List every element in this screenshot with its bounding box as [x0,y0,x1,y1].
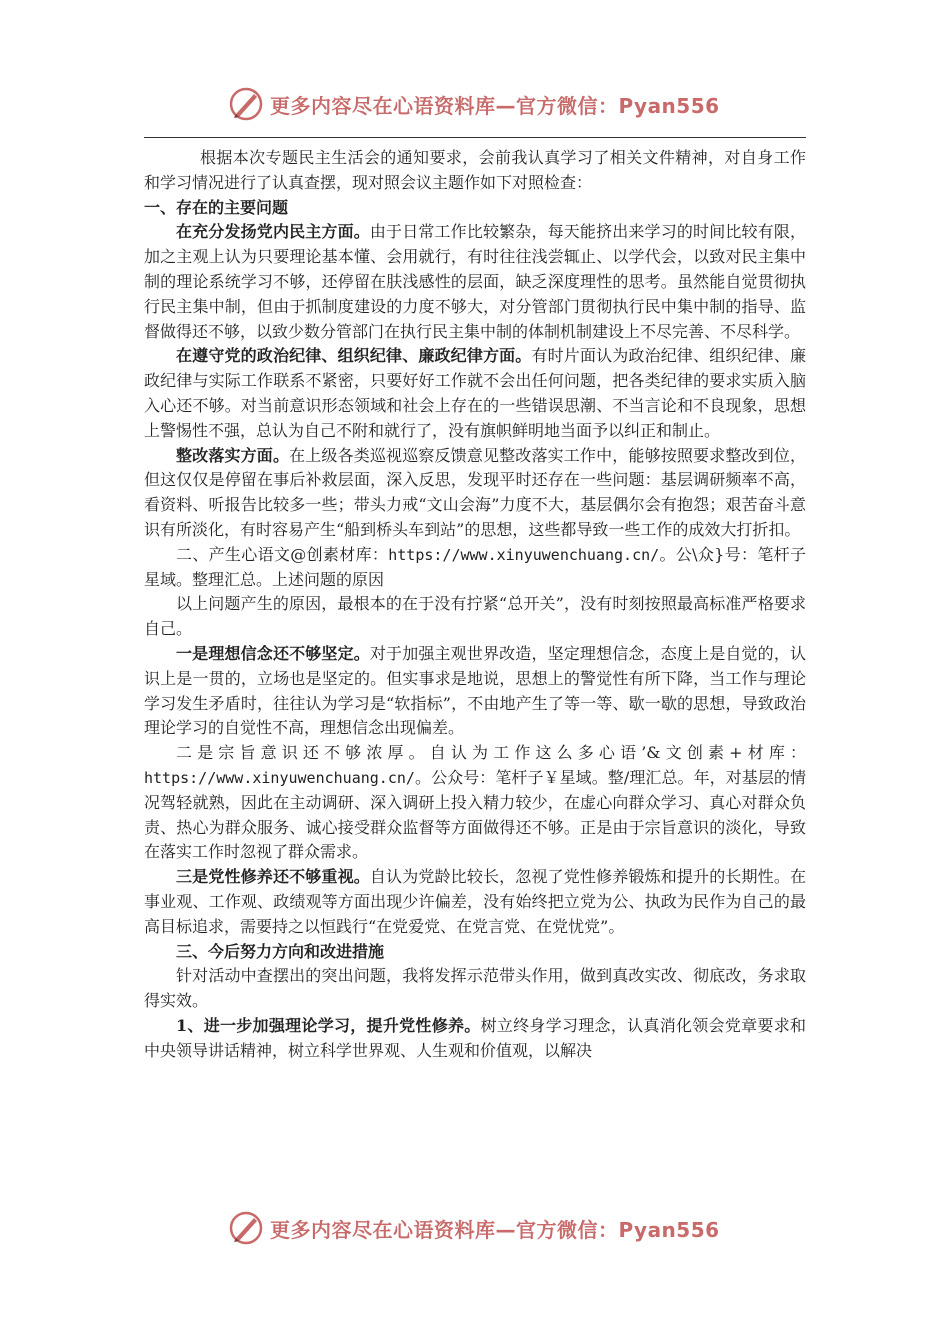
document-body [144,146,806,1063]
intro-paragraph: 根据本次专题民主生活会的通知要求，会前我认真学习了相关文件精神，对自身工作和学习情况进行了认真查摆，现对照会议主题作如下对照检查： [144,148,806,192]
banner-text: 更多内容尽在心语资料库—官方微信：Pyan556 [270,1217,720,1242]
section-heading-2: 二、产生心语文@创素材库：https://www.xinyuwenchuang.cn/。公\众}号：笔杆子星域。整理汇总。上述问题的原因 [144,544,806,589]
header-rule [144,137,806,138]
paragraph-root-cause: 以上问题产生的原因，最根本的在于没有拧紧“总开关”，没有时刻按照最高标准严格要求自己。 [144,594,806,639]
header-banner [228,84,728,124]
paragraph-purpose: 二是宗旨意识还不够浓厚。自认为工作这么多心语’&文创素+材库：https://www.xinyuwenchuang.cn/。公众号：笔杆子￥星域。整/理汇总。年，对基层的情况驾轻就熟，因此在主动调研、深入调研上投入精力较少，在虚心向群众学习、真心对群众负责、热心为群众服务、诚心接受群众监督等方面做得还不够。正是由于宗旨意识的淡化，导致在落实工作时忽视了群众需求。 [144,743,806,862]
paragraph-ideals: 一是理想信念还不够坚定。对于加强主观世界改造，坚定理想信念，态度上是自觉的，认识上是一贯的，立场也是坚定的。但实事求是地说，思想上的警觉性有所下降，当工作与理论学习发生矛盾时，往往认为学习是“软指标”，不由地产生了等一等、歇一歇的思想，导致政治理论学习的自觉性不高，理想信念出现偏差。 [144,643,806,738]
pen-logo-icon [228,1210,264,1246]
paragraph-measure-1: 1、进一步加强理论学习，提升党性修养。树立终身学习理念，认真消化领会党章要求和中央领导讲话精神，树立科学世界观、人生观和价值观，以解决 [144,1015,806,1060]
paragraph-democracy: 在充分发扬党内民主方面。由于日常工作比较繁杂，每天能挤出来学习的时间比较有限，加之主观上认为只要理论基本懂、会用就行，有时往往浅尝辄止、以学代会，以致对民主集中制的理论系统学习不够，还停留在肤浅感性的层面，缺乏深度理性的思考。虽然能自觉贯彻执行民主集中制，但由于抓制度建设的力度不够大，对分管部门贯彻执行民中集中制的指导、监督做得还不够，以致少数分管部门在执行民主集中制的体制机制建设上不尽完善、不尽科学。 [144,222,806,341]
paragraph-discipline: 在遵守党的政治纪律、组织纪律、廉政纪律方面。有时片面认为政治纪律、组织纪律、廉政纪律与实际工作联系不紧密，只要好好工作就不会出任何问题，把各类纪律的要求实质入脑入心还不够。对当前意识形态领域和社会上存在的一些错误思潮、不当言论和不良现象，思想上警惕性不强，总认为自己不附和就行了，没有旗帜鲜明地当面予以纠正和制止。 [144,346,806,440]
paragraph-party-spirit: 三是党性修养还不够重视。自认为党龄比较长，忽视了党性修养锻炼和提升的长期性。在事业观、工作观、政绩观等方面出现少许偏差，没有始终把立党为公、执政为民作为自己的最高目标追求，需要持之以恒践行“在党爱党、在党言党、在党忧党”。 [144,867,806,936]
section-heading-1: 一、存在的主要问题 [144,197,289,217]
paragraph-measures-intro: 针对活动中查摆出的突出问题，我将发挥示范带头作用，做到真改实改、彻底改，务求取得实效。 [144,966,806,1011]
pen-logo-icon [228,86,264,122]
section-heading-3: 三、今后努力方向和改进措施 [176,941,385,961]
banner-text: 更多内容尽在心语资料库—官方微信：Pyan556 [270,93,720,118]
paragraph-rectification: 整改落实方面。在上级各类巡视巡察反馈意见整改落实工作中，能够按照要求整改到位，但这仅仅是停留在事后补救层面，深入反思，发现平时还存在一些问题：基层调研频率不高，看资料、听报告比较多一些；带头力戒“文山会海”力度不大，基层偶尔会有抱怨；艰苦奋斗意识有所淡化，有时容易产生“船到桥头车到站”的思想，这些都导致一些工作的成效大打折扣。 [144,445,806,539]
footer-banner [228,1208,728,1248]
